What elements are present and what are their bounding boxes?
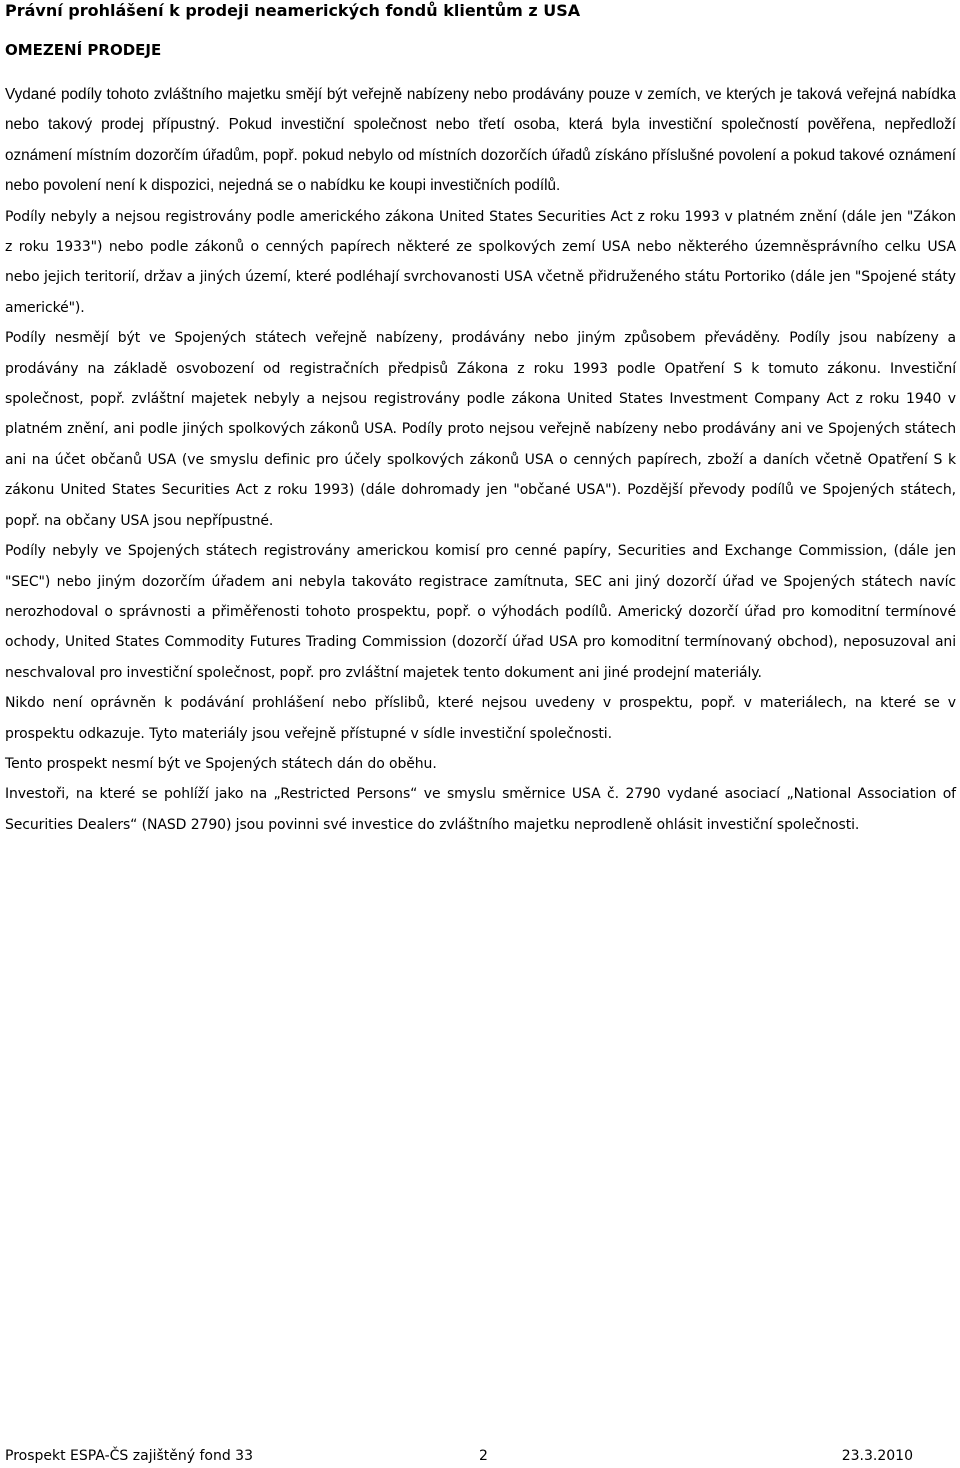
footer-document-name: Prospekt ESPA-ČS zajištěný fond 33 <box>5 1448 253 1464</box>
paragraph: Vydané podíly tohoto zvláštního majetku smějí být veřejně nabízeny nebo prodávány pouze v zemích, ve kterých je taková veřejná nabídka nebo takový prodej přípustný. Pokud investiční společnost nebo třetí osoba, která byla investiční společností pověřena, nepředloží oznámení místním dozorčím úřadům, popř. pokud nebylo od místních dozorčích úřadů získáno příslušné povolení a pokud takové oznámení nebo povolení není k dispozici, nejedná se o nabídku ke koupi investičních podílů. <box>5 86 956 195</box>
paragraph: Podíly nesmějí být ve Spojených státech veřejně nabízeny, prodávány nebo jiným způsobem převáděny. Podíly jsou nabízeny a prodávány na základě osvobození od registračních předpisů Zákona z roku 1993 podle Opatření S k tomuto zákonu. Investiční společnost, popř. zvláštní majetek nebyly a nejsou registrovány podle zákona United States Investment Company Act z roku 1940 v platném znění, ani podle jiných spolkových zákonů USA. Podíly proto nejsou veřejně nabízeny nebo prodávány ani ve Spojených státech ani na účet občanů USA (ve smyslu definic pro účely spolkových zákonů USA o cenných papírech, zboží a daních včetně Opatření S k zákonu United States Securities Act z roku 1993) (dále dohromady jen "občané USA"). Pozdější převody podílů ve Spojených státech, popř. na občany USA jsou nepřípustné. <box>5 330 956 529</box>
footer-page-number: 2 <box>479 1448 488 1464</box>
page-footer <box>5 1446 913 1466</box>
paragraph: Nikdo není oprávněn k podávání prohlášení nebo příslibů, které nejsou uvedeny v prospektu, popř. v materiálech, na které se v prospektu odkazuje. Tyto materiály jsou veřejně přístupné v sídle investiční společnosti. <box>5 695 956 742</box>
paragraph: Podíly nebyly a nejsou registrovány podle amerického zákona United States Securities Act z roku 1993 v platném znění (dále jen "Zákon z roku 1933") nebo podle zákonů o cenných papírech některé ze spolkových zemí USA nebo některého územněsprávního celku USA nebo jejich teritorií, držav a jiných území, které podléhají svrchovanosti USA včetně přidruženého státu Portoriko (dále jen "Spojené státy americké"). <box>5 208 956 316</box>
footer-date: 23.3.2010 <box>841 1448 913 1464</box>
paragraph: Tento prospekt nesmí být ve Spojených státech dán do oběhu. <box>5 755 437 772</box>
document-page <box>5 0 956 840</box>
paragraph: Investoři, na které se pohlíží jako na „Restricted Persons“ ve smyslu směrnice USA č. 2790 vydané asociací „National Association of Securities Dealers“ (NASD 2790) jsou povinni své investice do zvláštního majetku neprodleně ohlásit investiční společnosti. <box>5 786 956 833</box>
paragraph: Podíly nebyly ve Spojených státech registrovány americkou komisí pro cenné papíry, Securities and Exchange Commission, (dále jen "SEC") nebo jiným dozorčím úřadem ani nebyla takováto registrace zamítnuta, SEC ani jiný dozorčí úřad ve Spojených státech navíc nerozhodoval o správnosti a přiměřenosti tohoto prospektu, popř. o výhodách podílů. Americký dozorčí úřad pro komoditní termínové ochody, United States Commodity Futures Trading Commission (dozorčí úřad USA pro komoditní termínovaný obchod), neposuzoval ani neschvaloval pro investiční společnost, popř. pro zvláštní majetek tento dokument ani jiné prodejní materiály. <box>5 543 956 681</box>
section-title: OMEZENÍ PRODEJE <box>5 41 162 59</box>
document-title: Právní prohlášení k prodeji neamerických fondů klientům z USA <box>5 1 581 20</box>
document-body <box>5 80 956 840</box>
